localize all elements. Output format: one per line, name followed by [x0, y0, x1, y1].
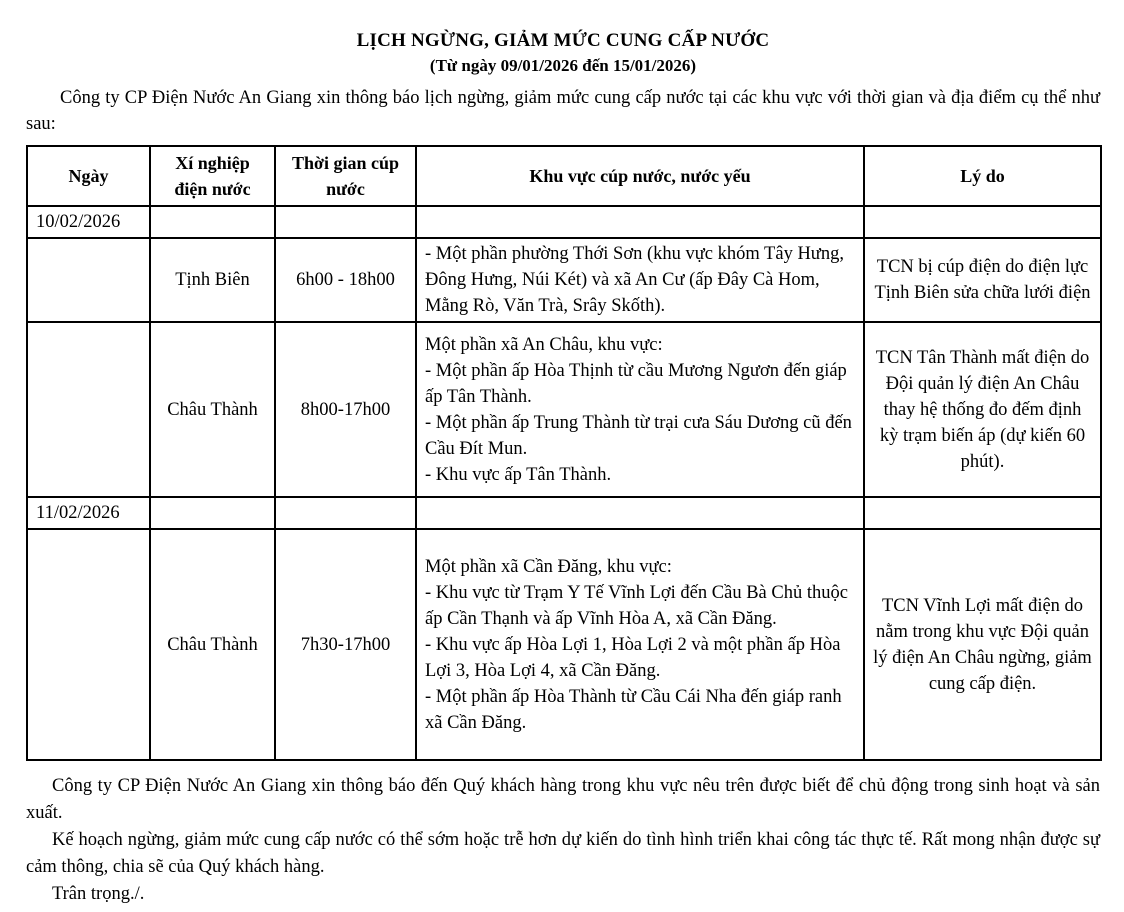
footer-paragraph-1: Công ty CP Điện Nước An Giang xin thông báo đến Quý khách hàng trong khu vực nêu trên được biết để chủ động trong sinh hoạt và sản xuất.	[26, 776, 1100, 823]
empty-cell	[864, 497, 1101, 529]
empty-cell	[275, 206, 416, 238]
closing-line: Trân trọng./.	[52, 884, 145, 904]
empty-cell	[416, 497, 864, 529]
empty-cell	[416, 206, 864, 238]
area-cell	[416, 529, 864, 760]
table-row-date	[27, 206, 1101, 238]
area-line: - Một phần ấp Hòa Thịnh từ cầu Mương Ngươn đến giáp ấp Tân Thành.	[425, 360, 847, 407]
empty-cell	[27, 238, 150, 322]
area-line: Một phần xã An Châu, khu vực:	[425, 334, 663, 355]
empty-cell	[864, 206, 1101, 238]
empty-cell	[27, 529, 150, 760]
empty-cell	[150, 497, 275, 529]
table-row-entry	[27, 322, 1101, 497]
table-row-date	[27, 497, 1101, 529]
branch-cell: Châu Thành	[150, 322, 275, 497]
col-header-time: Thời gian cúp nước	[275, 146, 416, 206]
branch-cell: Tịnh Biên	[150, 238, 275, 322]
intro-paragraph: Công ty CP Điện Nước An Giang xin thông báo lịch ngừng, giảm mức cung cấp nước tại các khu vực với thời gian và địa điểm cụ thể như sau:	[26, 88, 1100, 134]
date-range-subtitle: (Từ ngày 09/01/2026 đến 15/01/2026)	[429, 56, 697, 75]
area-line: - Một phần ấp Hòa Thành từ Cầu Cái Nha đến giáp ranh xã Cần Đăng.	[425, 686, 842, 733]
time-cell: 6h00 - 18h00	[275, 238, 416, 322]
empty-cell	[150, 206, 275, 238]
area-line: - Khu vực ấp Tân Thành.	[425, 464, 612, 485]
empty-cell	[27, 322, 150, 497]
area-line: - Khu vực ấp Hòa Lợi 1, Hòa Lợi 2 và một phần ấp Hòa Lợi 3, Hòa Lợi 4, xã Cần Đăng.	[425, 634, 841, 681]
area-line: - Khu vực từ Trạm Y Tế Vĩnh Lợi đến Cầu Bà Chủ thuộc ấp Cần Thạnh và ấp Vĩnh Hòa A, xã Cần Đăng.	[425, 582, 848, 629]
table-header-row	[27, 146, 1101, 206]
col-header-area: Khu vực cúp nước, nước yếu	[416, 146, 864, 206]
area-line: - Một phần ấp Trung Thành từ trại cưa Sáu Dương cũ đến Cầu Đít Mun.	[425, 412, 852, 459]
time-cell: 7h30-17h00	[275, 529, 416, 760]
time-cell: 8h00-17h00	[275, 322, 416, 497]
branch-cell: Châu Thành	[150, 529, 275, 760]
reason-cell: TCN bị cúp điện do điện lực Tịnh Biên sửa chữa lưới điện	[864, 238, 1101, 322]
outage-schedule-table	[26, 145, 1102, 761]
area-cell	[416, 238, 864, 322]
page-title: LỊCH NGỪNG, GIẢM MỨC CUNG CẤP NƯỚC	[356, 30, 770, 51]
reason-cell: TCN Vĩnh Lợi mất điện do nằm trong khu vực Đội quản lý điện An Châu ngừng, giảm cung cấp điện.	[864, 529, 1101, 760]
table-row-entry	[27, 529, 1101, 760]
col-header-date: Ngày	[27, 146, 150, 206]
area-line: Một phần xã Cần Đăng, khu vực:	[425, 556, 672, 577]
reason-cell: TCN Tân Thành mất điện do Đội quản lý điện An Châu thay hệ thống đo đếm định kỳ trạm biến áp (dự kiến 60 phút).	[864, 322, 1101, 497]
area-cell	[416, 322, 864, 497]
empty-cell	[275, 497, 416, 529]
footer-paragraph-2: Kế hoạch ngừng, giảm mức cung cấp nước có thể sớm hoặc trễ hơn dự kiến do tình hình triển khai công tác thực tế. Rất mong nhận được sự cảm thông, chia sẽ của Quý khách hàng.	[26, 830, 1100, 877]
date-cell: 10/02/2026	[27, 206, 150, 238]
area-line: - Một phần phường Thới Sơn (khu vực khóm Tây Hưng, Đông Hưng, Núi Két) và xã An Cư (ấp Đây Cà Hom, Mằng Rò, Văn Trà, Srây Skốth).	[425, 244, 844, 316]
table-row-entry	[27, 238, 1101, 322]
col-header-branch: Xí nghiệp điện nước	[150, 146, 275, 206]
col-header-reason: Lý do	[864, 146, 1101, 206]
footer-section	[26, 773, 1100, 908]
date-cell: 11/02/2026	[27, 497, 150, 529]
